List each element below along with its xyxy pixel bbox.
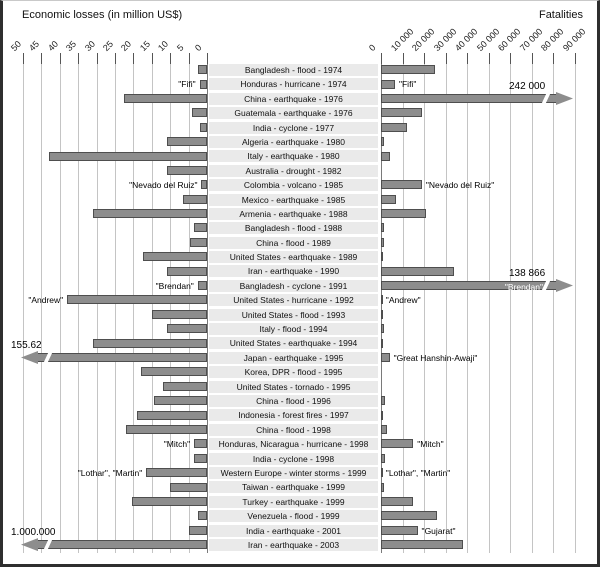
right-axis-tick-label: 20 000 [409, 26, 437, 53]
event-label: Bangladesh - flood - 1988 [209, 222, 378, 234]
event-label: Algeria - earthquake - 1980 [209, 136, 378, 148]
event-label: Italy - flood - 1994 [209, 323, 378, 335]
economic-loss-track [23, 178, 207, 192]
chart-row [3, 466, 597, 480]
chart-body [3, 63, 597, 552]
fatalities-track [381, 293, 585, 307]
left-axis-tick-label: 50 [8, 38, 24, 53]
chart-row [3, 423, 597, 437]
event-label: Armenia - earthquake - 1988 [209, 208, 378, 220]
event-label: Italy - earthquake - 1980 [209, 150, 378, 162]
fatality-bar [381, 310, 383, 319]
event-label: Korea, DPR - flood - 1995 [209, 366, 378, 378]
fatalities-track [381, 221, 585, 235]
loss-bar-name-label: "Nevado del Ruiz" [129, 180, 198, 191]
right-arrowhead-icon [556, 92, 573, 105]
fatalities-track [381, 121, 585, 135]
chart-row [3, 135, 597, 149]
fatality-bar [381, 540, 463, 549]
fatalities-track [381, 250, 585, 264]
loss-bar [198, 511, 207, 520]
fatality-bar-name-label: "Nevado del Ruiz" [425, 180, 495, 191]
left-arrowhead-icon [21, 351, 38, 364]
left-axis-title: Economic losses (in million US$) [22, 9, 183, 21]
economic-loss-track [23, 308, 207, 322]
economic-loss-track [23, 77, 207, 91]
fatalities-track [381, 509, 585, 523]
fatalities-track [381, 480, 585, 494]
event-label: Venezuela - flood - 1999 [209, 510, 378, 522]
fatalities-track [381, 351, 585, 365]
economic-loss-track [23, 509, 207, 523]
event-label: Indonesia - forest fires - 1997 [209, 409, 378, 421]
loss-bar [189, 526, 207, 535]
chart-row [3, 77, 597, 91]
economic-loss-track [23, 293, 207, 307]
event-label: United States - hurricane - 1992 [209, 294, 378, 306]
fatality-bar [381, 180, 422, 189]
loss-bar [198, 281, 207, 290]
event-label: Japan - earthquake - 1995 [209, 352, 378, 364]
loss-bar [167, 166, 207, 175]
fatalities-track [381, 365, 585, 379]
fatalities-track [381, 437, 585, 451]
event-label: Guatemala - earthquake - 1976 [209, 107, 378, 119]
fatality-bar [381, 195, 396, 204]
event-label: Iran - earthquake - 2003 [209, 539, 378, 551]
left-axis-tick-label: 40 [45, 38, 60, 53]
economic-loss-track [23, 437, 207, 451]
fatality-bar [381, 295, 383, 304]
economic-loss-track [23, 365, 207, 379]
fatality-bar [381, 411, 383, 420]
fatality-overflow-value-label: 242 000 [509, 80, 546, 92]
left-axis-tick-label: 5 [174, 42, 186, 53]
event-label: Bangladesh - cyclone - 1991 [209, 280, 378, 292]
chart-row [3, 480, 597, 494]
fatality-bar [381, 497, 413, 506]
event-label: Western Europe - winter storms - 1999 [209, 467, 378, 479]
economic-loss-track [23, 495, 207, 509]
right-axis-tick-label: 80 000 [538, 26, 566, 53]
loss-bar [93, 209, 207, 218]
economic-loss-track [23, 207, 207, 221]
fatalities-track [381, 336, 585, 350]
loss-bar [192, 108, 207, 117]
economic-loss-track [23, 322, 207, 336]
loss-bar-overflow-arrow [21, 352, 207, 363]
economic-loss-track [11, 526, 207, 552]
loss-bar [146, 468, 207, 477]
left-axis-tick-label: 25 [100, 38, 116, 53]
loss-bar [201, 180, 207, 189]
loss-bar [124, 94, 207, 103]
chart-row [3, 149, 597, 163]
loss-overflow-value-label: 155.62 [11, 339, 42, 351]
loss-bar [154, 396, 207, 405]
event-label: India - cyclone - 1977 [209, 122, 378, 134]
fatalities-track [381, 164, 585, 178]
chart-row [3, 322, 597, 336]
fatalities-track [381, 380, 585, 394]
fatality-bar [381, 209, 426, 218]
chart-row [3, 365, 597, 379]
fatalities-track [381, 408, 585, 422]
loss-bar [170, 483, 207, 492]
arrow-shaft [35, 540, 207, 549]
chart-row [3, 437, 597, 451]
fatalities-track [381, 193, 585, 207]
chart-row [3, 207, 597, 221]
loss-bar [167, 324, 207, 333]
chart-row [3, 308, 597, 322]
chart-row [3, 452, 597, 466]
fatality-bar [381, 339, 383, 348]
chart-row [3, 236, 597, 250]
right-axis-tick-label: 90 000 [560, 26, 587, 53]
loss-bar [49, 152, 207, 161]
loss-bar-name-label: "Fifi" [178, 79, 196, 90]
loss-bar [190, 238, 207, 247]
loss-bar [194, 223, 207, 232]
chart-row [3, 408, 597, 422]
fatality-bar [381, 468, 383, 477]
economic-loss-track [23, 279, 207, 293]
loss-bar-name-label: "Lothar", "Martin" [77, 467, 143, 478]
event-label: India - cyclone - 1998 [209, 453, 378, 465]
event-label: United States - tornado - 1995 [209, 381, 378, 393]
left-axis-tick-label: 20 [119, 38, 134, 53]
fatalities-track [381, 538, 585, 552]
fatality-bar-name-label-inside: "Brendan" [504, 281, 543, 292]
fatality-bar [381, 65, 435, 74]
event-label: China - flood - 1998 [209, 424, 378, 436]
fatalities-track [381, 267, 585, 293]
loss-bar [126, 425, 207, 434]
loss-bar-name-label: "Andrew" [28, 295, 64, 306]
event-label: United States - flood - 1993 [209, 309, 378, 321]
fatality-bar [381, 238, 384, 247]
event-label: Australia - drought - 1982 [209, 165, 378, 177]
chart-row [3, 178, 597, 192]
fatalities-track [381, 466, 585, 480]
left-axis-tick-label: 0 [192, 42, 204, 53]
event-label: China - flood - 1989 [209, 237, 378, 249]
fatality-bar [381, 152, 390, 161]
fatality-bar-name-label: "Andrew" [385, 295, 421, 306]
loss-bar [93, 339, 207, 348]
event-label: China - earthquake - 1976 [209, 93, 378, 105]
economic-loss-track [23, 106, 207, 120]
chart-row [3, 495, 597, 509]
fatality-bar [381, 483, 384, 492]
fatality-bar-name-label: "Gujarat" [421, 525, 456, 536]
loss-bar [194, 439, 207, 448]
chart-row [3, 264, 597, 278]
loss-overflow-value-label: 1.000.000 [11, 526, 56, 538]
right-axis-tick-label: 70 000 [517, 26, 544, 53]
right-arrowhead-icon [556, 279, 573, 292]
economic-loss-track [23, 193, 207, 207]
loss-bar [167, 137, 207, 146]
economic-loss-track [23, 336, 207, 350]
fatalities-track [381, 394, 585, 408]
economic-loss-track [23, 423, 207, 437]
event-label: China - flood - 1996 [209, 395, 378, 407]
chart-row [3, 380, 597, 394]
left-axis-tick-label: 35 [64, 38, 79, 53]
fatalities-track [381, 452, 585, 466]
fatality-bar [381, 454, 385, 463]
left-arrowhead-icon [21, 538, 38, 551]
event-label: Honduras, Nicaragua - hurricane - 1998 [209, 438, 378, 450]
fatalities-track [381, 322, 585, 336]
fatality-bar-name-label: "Lothar", "Martin" [385, 467, 451, 478]
fatalities-track [381, 236, 585, 250]
economic-loss-track [23, 250, 207, 264]
right-axis-title: Fatalities [538, 9, 583, 21]
right-axis-tick-label: 60 000 [495, 26, 523, 53]
chart-row [3, 509, 597, 523]
loss-bar [194, 454, 207, 463]
arrow-shaft [381, 94, 559, 103]
event-label: Honduras - hurricane - 1974 [209, 78, 378, 90]
loss-bar [141, 367, 207, 376]
loss-bar [132, 497, 207, 506]
economic-loss-track [23, 264, 207, 278]
economic-loss-track [23, 164, 207, 178]
loss-bar [163, 382, 207, 391]
fatalities-track [381, 495, 585, 509]
event-label: India - earthquake - 2001 [209, 525, 378, 537]
fatality-bar-name-label: "Mitch" [417, 439, 444, 450]
loss-bar [67, 295, 207, 304]
economic-loss-track [23, 236, 207, 250]
fatality-bar [381, 526, 418, 535]
fatalities-track [381, 77, 585, 91]
chart-row [3, 164, 597, 178]
arrow-shaft [35, 353, 207, 362]
economic-loss-track [23, 452, 207, 466]
chart-row [3, 524, 597, 538]
loss-bar-overflow-arrow [21, 539, 207, 550]
fatality-bar [381, 123, 407, 132]
right-axis-tick-label: 10 000 [388, 26, 415, 53]
left-axis-tick-label: 45 [27, 38, 42, 53]
chart-row [3, 250, 597, 264]
fatalities-track [381, 106, 585, 120]
fatality-bar [381, 425, 387, 434]
fatality-bar [381, 252, 383, 261]
right-axis-tick-label: 40 000 [452, 26, 480, 53]
fatality-bar [381, 223, 384, 232]
event-label: Bangladesh - flood - 1974 [209, 64, 378, 76]
loss-bar [137, 411, 207, 420]
event-label: Mexico - earthquake - 1985 [209, 194, 378, 206]
fatalities-track [381, 63, 585, 77]
right-axis-tick-label: 0 [366, 42, 378, 53]
left-axis-tick-label: 15 [137, 38, 152, 53]
fatality-bar [381, 267, 454, 276]
loss-bar [200, 80, 207, 89]
chart-row [3, 193, 597, 207]
event-label: Iran - earthquake - 1990 [209, 265, 378, 277]
economic-loss-track [23, 221, 207, 235]
right-axis-tick-label: 50 000 [474, 26, 501, 53]
loss-bar [183, 195, 207, 204]
chart-row [3, 293, 597, 307]
fatality-overflow-value-label: 138 866 [509, 267, 546, 279]
fatality-bar-name-label: "Great Hanshin-Awaji" [393, 352, 478, 363]
fatalities-track [381, 423, 585, 437]
fatality-bar [381, 511, 437, 520]
chart-row [3, 63, 597, 77]
fatality-bar [381, 137, 384, 146]
left-axis-tick-label: 30 [82, 38, 97, 53]
loss-bar [152, 310, 207, 319]
economic-loss-track [23, 408, 207, 422]
economic-loss-track [23, 121, 207, 135]
fatality-bar-overflow-arrow [381, 93, 573, 104]
fatalities-track [381, 308, 585, 322]
fatalities-track [381, 524, 585, 538]
economic-loss-track [23, 63, 207, 77]
economic-loss-track [23, 149, 207, 163]
economic-loss-track [23, 466, 207, 480]
economic-loss-track [11, 339, 207, 365]
fatalities-track [381, 207, 585, 221]
loss-bar [200, 123, 207, 132]
chart-row [3, 121, 597, 135]
economic-loss-track [23, 480, 207, 494]
right-axis-tick-label: 30 000 [431, 26, 458, 53]
chart-row [3, 394, 597, 408]
fatality-bar [381, 324, 384, 333]
fatalities-track [381, 264, 585, 278]
event-label: United States - earthquake - 1989 [209, 251, 378, 263]
event-label: Colombia - volcano - 1985 [209, 179, 378, 191]
chart-row [3, 336, 597, 350]
fatality-bar [381, 396, 385, 405]
fatality-bar-overflow-arrow [381, 280, 573, 291]
chart-row [3, 221, 597, 235]
fatality-bar [381, 439, 413, 448]
economic-loss-track [23, 135, 207, 149]
fatality-bar [381, 80, 395, 89]
event-label: United States - earthquake - 1994 [209, 337, 378, 349]
event-label: Turkey - earthquake - 1999 [209, 496, 378, 508]
fatalities-track [381, 135, 585, 149]
event-label: Taiwan - earthquake - 1999 [209, 481, 378, 493]
fatality-bar [381, 108, 422, 117]
fatalities-track [381, 178, 585, 192]
economic-loss-track [23, 380, 207, 394]
loss-bar [198, 65, 207, 74]
loss-bar [167, 267, 207, 276]
fatalities-track [381, 149, 585, 163]
loss-bar-name-label: "Mitch" [163, 439, 191, 450]
economic-loss-track [23, 394, 207, 408]
fatality-bar-name-label: "Fifi" [398, 79, 417, 90]
fatality-bar [381, 353, 390, 362]
loss-bar [143, 252, 207, 261]
left-axis-tick-label: 10 [156, 38, 171, 53]
economic-loss-track [23, 92, 207, 106]
loss-bar-name-label: "Brendan" [155, 280, 194, 291]
chart-row [3, 106, 597, 120]
